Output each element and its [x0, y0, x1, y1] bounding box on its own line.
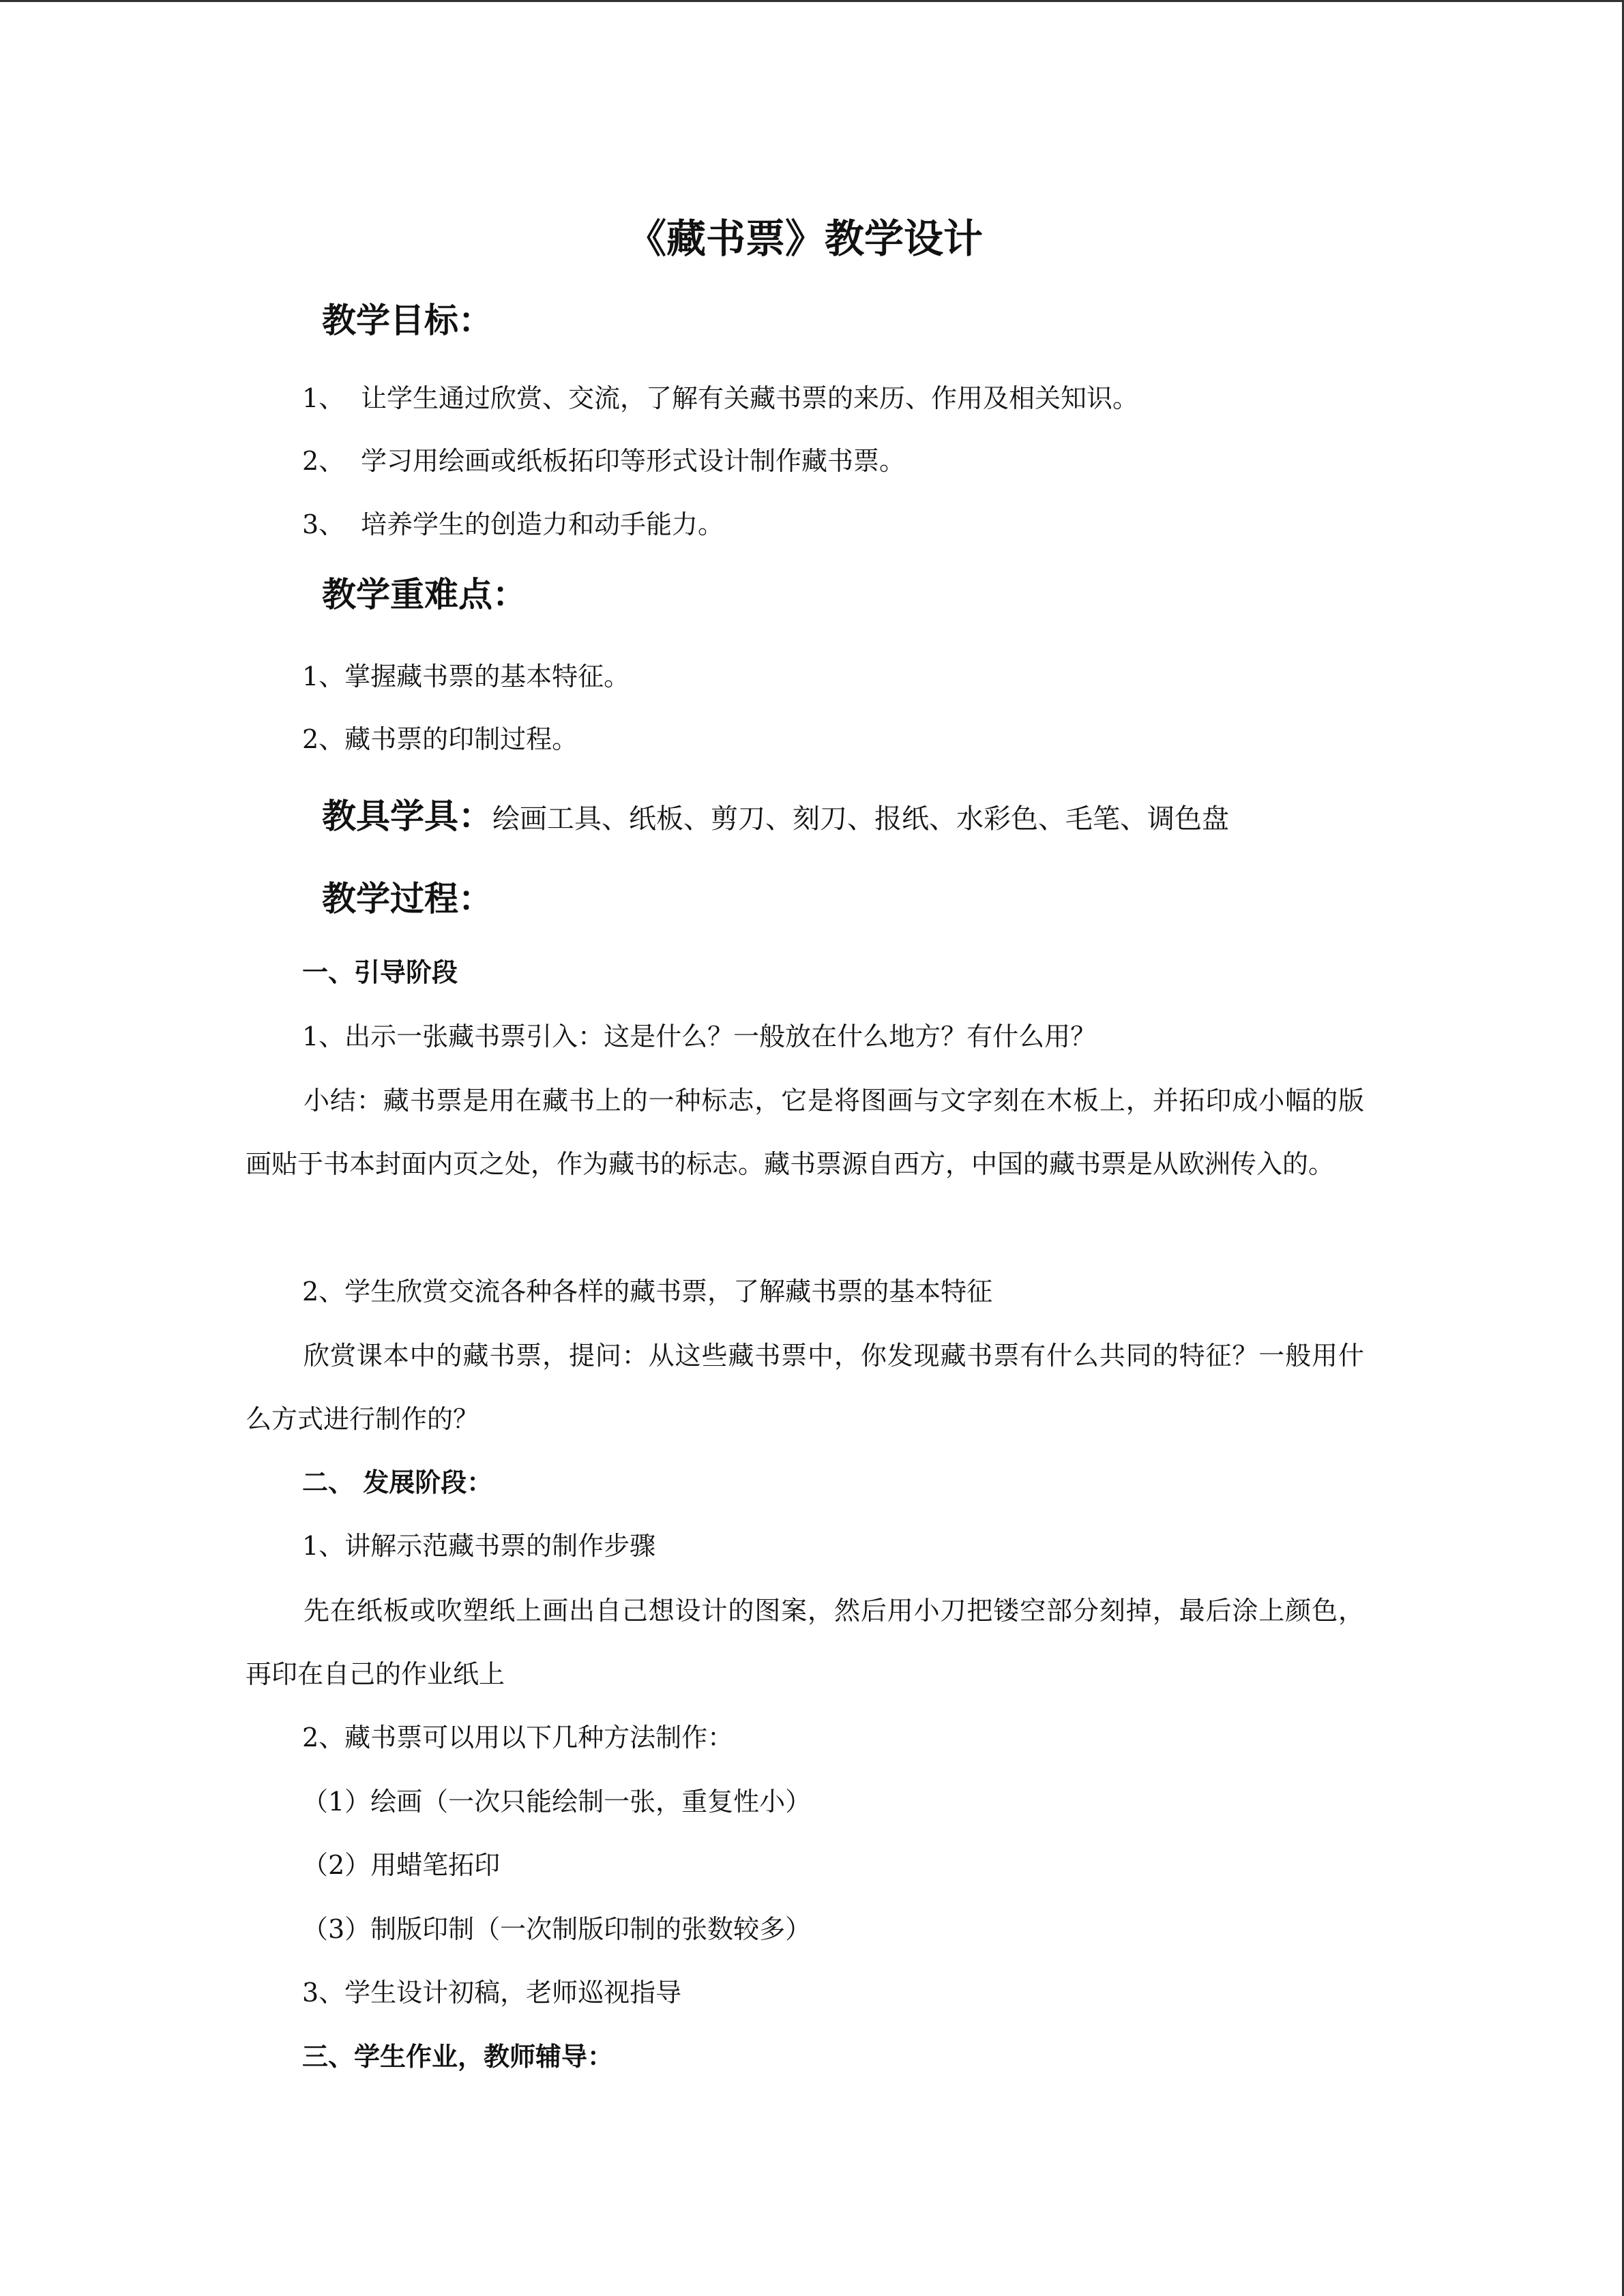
stage-2-step-1-text: 先在纸板或吹塑纸上画出自己想设计的图案，然后用小刀把镂空部分刻掉，最后涂上颜色，再印在自己的作业纸上: [246, 1596, 1364, 1689]
stage-2-step-2: 2、藏书票可以用以下几种方法制作：: [302, 1723, 734, 1753]
key-point-1: 1、掌握藏书票的基本特征。: [302, 661, 630, 691]
stage-1-question-2: 2、学生欣赏交流各种各样的藏书票，了解藏书票的基本特征: [302, 1277, 993, 1307]
objective-item-3: [302, 503, 724, 546]
method-item-1: （1）绘画（一次只能绘制一张，重复性小）: [302, 1787, 812, 1817]
objective-text: 培养学生的创造力和动手能力。: [361, 509, 724, 539]
stage-3-heading: 三、学生作业，教师辅导：: [302, 2042, 614, 2072]
stage-2-step-3: 3、学生设计初稿，老师巡视指导: [302, 1978, 682, 2008]
page-top-border: [0, 0, 1624, 2]
objective-number: 3、: [302, 509, 345, 539]
stage-1-summary: 小结：藏书票是用在藏书上的一种标志，它是将图画与文字刻在木板上，并拓印成小幅的版画贴于书本封面内页之处，作为藏书的标志。藏书票源自西方，中国的藏书票是从欧洲传入的。: [246, 1086, 1364, 1179]
stage-2-step-1: 1、讲解示范藏书票的制作步骤: [302, 1531, 656, 1561]
document-title: 《藏书票》教学设计: [626, 215, 983, 262]
method-item-3: （3）制版印制（一次制版印制的张数较多）: [302, 1914, 812, 1944]
process-heading: 教学过程：: [322, 879, 492, 919]
objective-number: 1、: [302, 383, 345, 413]
objective-number: 2、: [302, 446, 345, 476]
objective-text: 让学生通过欣赏、交流，了解有关藏书票的来历、作用及相关知识。: [361, 383, 1139, 413]
tools-heading: [322, 789, 1229, 846]
objectives-heading: 教学目标：: [322, 301, 492, 340]
tools-label: 教具学具：: [322, 796, 492, 836]
stage-1-heading: 一、引导阶段: [302, 957, 458, 987]
key-point-2: 2、藏书票的印制过程。: [302, 724, 578, 754]
objective-text: 学习用绘画或纸板拓印等形式设计制作藏书票。: [361, 446, 906, 476]
objective-item-2: [302, 439, 905, 483]
key-points-heading: 教学重难点：: [322, 575, 527, 614]
objective-item-1: [302, 376, 1138, 420]
stage-1-question-1: 1、出示一张藏书票引入：这是什么？一般放在什么地方？有什么用？: [302, 1022, 1097, 1052]
method-item-2: （2）用蜡笔拓印: [302, 1850, 501, 1880]
stage-2-heading: 二、 发展阶段：: [302, 1467, 493, 1497]
stage-1-appreciation: 欣赏课本中的藏书票，提问：从这些藏书票中，你发现藏书票有什么共同的特征？一般用什么方式进行制作的？: [246, 1341, 1364, 1434]
tools-list: 绘画工具、纸板、剪刀、刻刀、报纸、水彩色、毛笔、调色盘: [492, 803, 1229, 835]
